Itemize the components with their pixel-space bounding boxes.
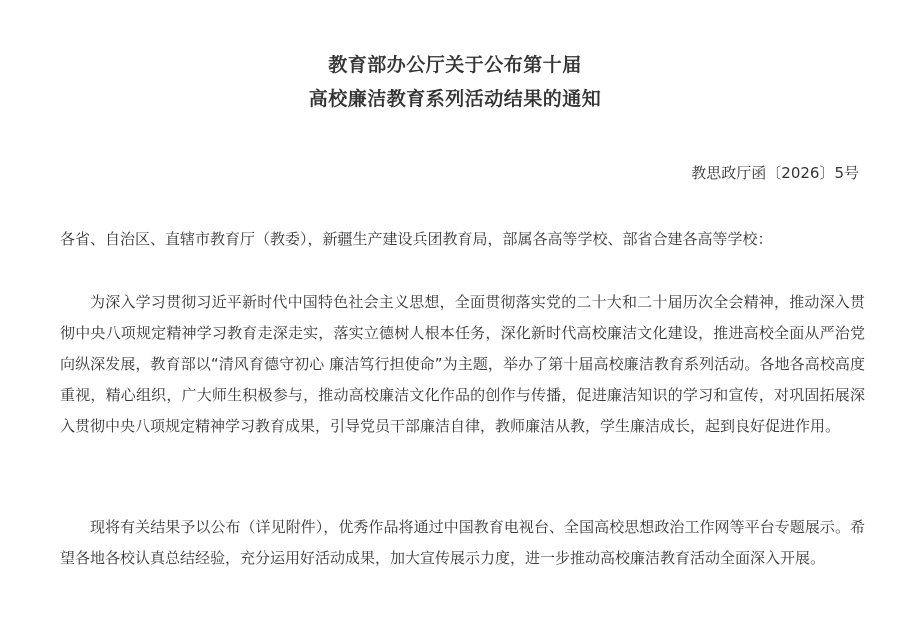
document-number: 教思政厅函〔2026〕5号: [691, 164, 859, 182]
salutation: 各省、自治区、直辖市教育厅（教委），新疆生产建设兵团教育局，部属各高等学校、部省合建各高等学校：: [60, 230, 773, 248]
body-paragraph-2: 现将有关结果予以公布（详见附件），优秀作品将通过中国教育电视台、全国高校思想政治工作网等平台专题展示。希望各地各校认真总结经验，充分运用好活动成果，加大宣传展示力度，进一步推动高校廉洁教育活动全面深入开展。: [60, 518, 865, 567]
document-title-line-2: 高校廉洁教育系列活动结果的通知: [308, 88, 602, 110]
document-title-line-1: 教育部办公厅关于公布第十届: [328, 54, 582, 76]
body-paragraph-1: 为深入学习贯彻习近平新时代中国特色社会主义思想，全面贯彻落实党的二十大和二十届历次全会精神，推动深入贯彻中央八项规定精神学习教育走深走实，落实立德树人根本任务，深化新时代高校廉洁文化建设，推进高校全面从严治党向纵深发展，教育部以“清风育德守初心 廉洁笃行担使命”为主题，举办了第十届高校廉洁教育系列活动。各地各高校高度重视，精心组织，广大师生积极参与，推动高校廉洁文化作品的创作与传播，促进廉洁知识的学习和宣传，对巩固拓展深入贯彻中央八项规定精神学习教育成果，引导党员干部廉洁自律，教师廉洁从教，学生廉洁成长，起到良好促进作用。: [60, 293, 865, 435]
